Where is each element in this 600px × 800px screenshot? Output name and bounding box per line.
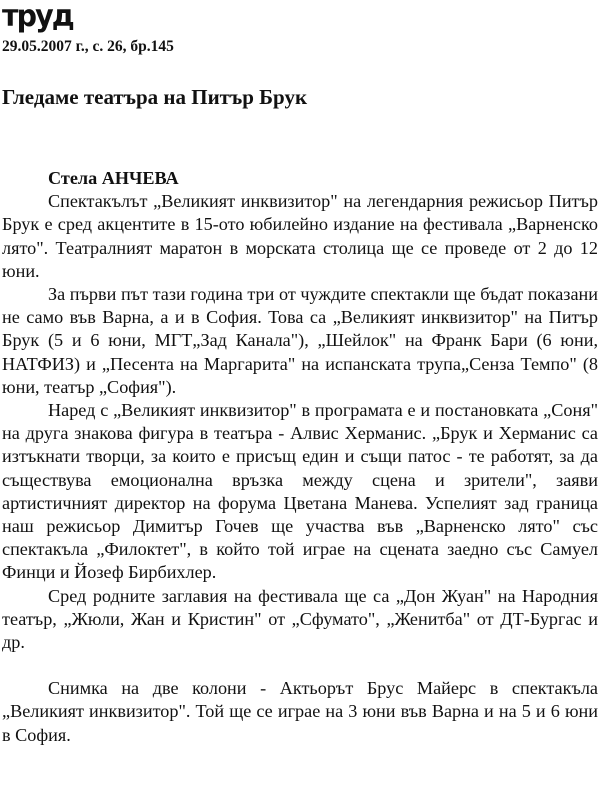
paragraph-spacer	[2, 654, 598, 677]
article-paragraph-2: За първи път тази година три от чуждите спектакли ще бъдат показани не само във Варна, а и в София. Това са „Великият инквизитор" на Питър Брук (5 и 6 юни, МГТ„Зад Канала"), „Шейлок" на Франк Бари (6 юни, НАТФИЗ) и „Песента на Маргарита" на испанската трупа„Сенза Темпо" (8 юни, театър „София").	[2, 284, 598, 397]
photo-caption: Снимка на две колони - Актьорът Брус Майерс в спектакъла „Великият инквизитор". Той ще се играе на 3 юни във Варна и на 5 и 6 юни в София.	[2, 678, 598, 745]
article-headline: Гледаме театъра на Питър Брук	[2, 85, 308, 109]
article-author: Стела АНЧЕВА	[48, 168, 179, 188]
article-body	[2, 167, 598, 747]
publication-info: 29.05.2007 г., с. 26, бр.145	[2, 38, 174, 55]
article-paragraph-1: Спектакълът „Великият инквизитор" на легендарния режисьор Питър Брук е сред акцентите в 15-ото юбилейно издание на фестивала „Варненско лято". Театралният маратон в морската столица ще се проведе от 2 до 12 юни.	[2, 191, 598, 281]
article-paragraph-3: Наред с „Великият инквизитор" в програмата е и постановката „Соня" на друга знакова фигура в театъра - Алвис Херманис. „Брук и Херманис са изтъкнати творци, за които е присъщ един и същи патос - те работят, за да съществува емоционална връзка между сцена и зрители", заяви артистичният директор на форума Цветана Манева. Успелият зад граница наш режисьор Димитър Гочев ще участва във „Варненско лято" със спектакъла „Филоктет", в който той играе на сцената заедно със Самуел Финци и Йозеф Бирбихлер.	[2, 400, 598, 583]
newspaper-logo: труд	[2, 0, 73, 34]
article-paragraph-4: Сред родните заглавия на фестивала ще са „Дон Жуан" на Народния театър, „Жюли, Жан и Кристин" от „Сфумато", „Женитба" от ДТ-Бургас и др.	[2, 585, 598, 653]
